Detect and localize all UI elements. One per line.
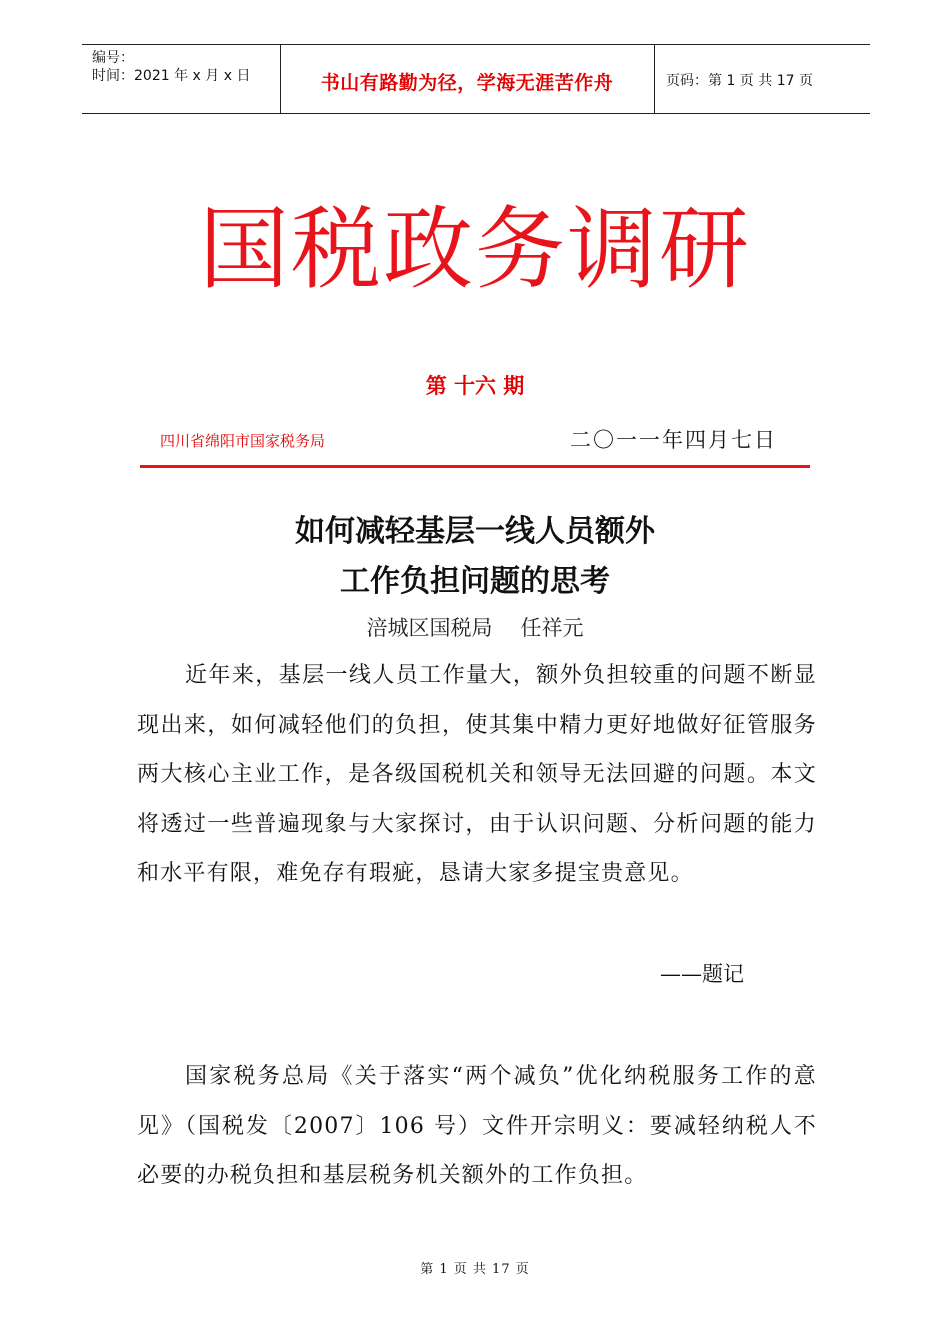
author-name: 任祥元 — [520, 616, 584, 640]
document-header — [82, 44, 870, 114]
article-author — [0, 612, 950, 642]
document-number-label: 编号： — [92, 50, 134, 66]
article-title-line1: 如何减轻基层一线人员额外 — [295, 514, 655, 549]
article-title-line2: 工作负担问题的思考 — [340, 564, 610, 599]
document-time-label: 时间：2021 年 x 月 x 日 — [92, 68, 251, 84]
preface-signature: ——题记 — [660, 962, 744, 986]
body-paragraph: 国家税务总局《关于落实“两个减负”优化纳税服务工作的意见》（国税发〔2007〕106 号）文件开宗明义：要减轻纳税人不必要的办税负担和基层税务机关额外的工作负担。 — [137, 1064, 817, 1188]
header-page-cell — [654, 45, 870, 113]
header-motto-cell — [280, 45, 655, 113]
red-divider — [140, 465, 810, 468]
preface-paragraph: 近年来，基层一线人员工作量大，额外负担较重的问题不断显现出来，如何减轻他们的负担，使其集中精力更好地做好征管服务两大核心主业工作，是各级国税机关和领导无法回避的问题。本文将透过一些普遍现象与大家探讨，由于认识问题、分析问题的能力和水平有限，难免存有瑕疵，恳请大家多提宝贵意见。 — [137, 663, 817, 886]
issuer-name: 四川省绵阳市国家税务局 — [160, 432, 326, 450]
issue-number: 第 十六 期 — [425, 374, 525, 398]
header-meta-cell — [82, 45, 281, 113]
masthead-title: 国税政务调研 — [199, 197, 751, 302]
author-org: 涪城区国税局 — [366, 616, 493, 640]
issue-date: 二〇一一年四月七日 — [570, 428, 777, 452]
header-page-info: 页码：第 1 页 共 17 页 — [666, 73, 813, 89]
header-motto: 书山有路勤为径，学海无涯苦作舟 — [320, 72, 614, 94]
page-footer: 第 1 页 共 17 页 — [420, 1262, 530, 1277]
